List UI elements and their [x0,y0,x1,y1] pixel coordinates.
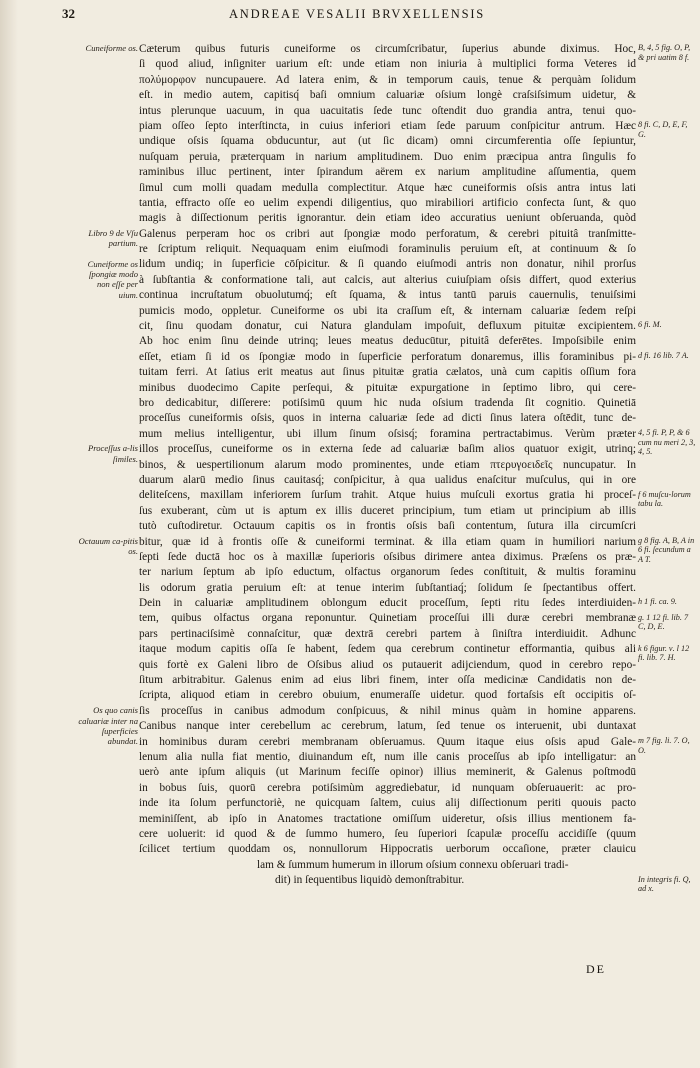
text-line: in bobus ſuis, quorū cerebra potiſsimùm aggrediebatur, id nunquam obſeruauerit: ac pro- [139,781,636,794]
margin-note-left: Cuneiforme os ſpongiæ modo non eſſe per uium. [87,258,138,300]
text-line: tuitam ferri. At ſatius erit meatus aut ſinus pituitæ gratia cælatos, unà cum capitis oſſium fora [139,366,636,379]
text-line: magis à diſſectionum peritis ignorantur. dein etiam ideo accuratius ueniunt obſeruanda, quòd [139,212,636,225]
text-line: quis fortè ex Galeni libro de Oſsibus aliud os putauerit adijciendum, quod in cerebro repo- [139,658,636,671]
margin-note-right: m 7 fig. li. 7. O, O. [638,736,690,755]
text-line: uerò ante ipſum aliquis (ut Marinum feciſſe opinor) illius meminerit, & Galenus poſtmodū [139,766,636,779]
margin-note-left: Libro 9 de Vſu partium. [88,227,138,249]
text-line: intus plerunque uacuum, in qua uacuitatis ſede tunc oſtendit duo grandia antra, tenui quo- [139,104,636,117]
text-line: undique oſsis ſquama obducuntur, aut (ut ſic dicam) omni circumferentia oſſe ſepiuntur, [139,135,636,148]
text-line: lam & ſummum humerum in illorum oſsium connexu obſeruari tradi- [257,858,569,871]
text-line: meminiſſent, ab ipſo in Anatomes tractatione omiſſum uideretur, oſsis illius mentionem fa- [139,812,636,825]
text-line: ſcripta, aliquod etiam in cerebro obuium, enumeraſſe uidetur. quod fortaſsis eſt occipitis oſ- [139,689,636,702]
margin-note-right: h 1 fi. ca. 9. [638,597,677,607]
text-line: Cæterum quibus futuris cuneiforme os circumſcribatur, ſuperius abunde diximus. Hoc, [139,43,636,55]
text-line: Galenus perperam hoc os cribri aut ſpongiæ modo perforatum, & cerebri pituitâ tranſmitte- [139,227,636,240]
margin-note-right: 4, 5 fi. P, P, & 6 cum nu meri 2, 3, 4, 5. [638,428,696,457]
text-line: itaque modum capitis oſſa ſe habent, ſedem qua cerebrum continetur efformantia, quibus ali [139,643,636,656]
page-fold-shadow [0,0,18,1068]
text-line: ſi quod aliud, inſigniter uarium eſt: unde etiam non iniuria à multiplici forma Veteres id [139,58,636,71]
text-line: cit, ſinu quodam donatur, cui Natura glandulam impoſuit, defluxum pituitæ excipientem. [139,320,636,333]
text-line: à ſubſtantia & conformatione tali, aut calcis, aut alterius cuiuſpiam oſsis differt, quod exterius [139,273,636,286]
margin-note-right: k 6 figur. ν. l 12 fi. lib. 7. H. [638,643,690,663]
text-line: πολύμορφον nuncupauere. Ad latera enim, & in temporum cauis, tenue & perquàm ſolidum [139,73,636,86]
text-line: lenum alia nulla fiat mentio, diuinandum eſt, num ille canis proceſſus ab ipſo intelligatur: an [139,750,636,763]
running-head: ANDREAE VESALII BRVXELLENSIS [228,7,486,21]
text-line: pars pertinaciſsimè connaſcitur, quæ dextrā cerebri partem à ſiniſtra interdiuidit. Adhunc [139,627,636,640]
text-line: pumicis modo, oppletur. Cuneiforme os ubi ita craſſum eſt, & internam caluariæ ſedem reſpi [139,304,636,317]
text-line: eſſet, etiam ſi id os ſpongiæ modo in ſuperficie perforatum donaremus, illis foraminibus pi- [139,350,636,363]
text-line: piam oſſeo ſepto interſtincta, in cuius inferiori etiam ſede paruum conſpicitur antrum. Hæc [139,119,636,132]
text-line: ſcilicet tertium quoddam os, nonnullorum Hippocratis uerborum occaſione, præter clauicu [139,843,636,856]
margin-note-left: Proceſſus a-lis ſimiles. [87,443,138,464]
text-line: ſis proceſſus in canibus admodum conſpicuus, & nihil minus quàm in homine apparens. [139,704,636,717]
margin-note-right: g 8 fig. A, B, A in 6 fi. ſecundum a A T. [638,535,695,564]
text-line: bitur, quæ id à frontis oſſe & cuneiformi terminat. & illa etiam quam in humiliori narium [139,535,636,548]
main-text-block [139,42,636,888]
text-line: binos, & uespertilionum alarum modo prominentes, unde etiam πτερυγοειδεῖς nuncupatur. In [139,458,636,471]
text-line: proceſſus cuneiformis oſsis, quos in interna caluariæ ſede ad dicti ſinus latera oſtēdit, tunc de- [139,412,636,425]
text-line: ſus exuberant, cùm ut is aptum ex illis duceret principium, tum etiam ut principium ab illis [139,504,636,517]
margin-note-left: Os quo canis caluariæ inter na ſuperficies abundat. [78,705,138,747]
text-line: ſepti ſede ductā hoc os à maxillæ ſuperioris oſsibus dirimere antea diximus. Præſens os præ- [139,550,636,563]
text-line: nuſquam peruia, præterquam in narium amplitudinem. Duo enim præcipua antra ſingulis fo [139,150,636,163]
text-line: tantia, effracto oſſe eo uelim expendi diligentius, quo mirabiliori artificio confecta ſunt, & quo [139,196,636,209]
margin-note-right: g. 1 12 fi. lib. 7 C, D, E. [638,612,689,632]
margin-note-left: Cuneiforme os. [85,43,138,53]
text-line: illos proceſſus, cuneiforme os in externa ſede ad caluariæ baſim alios quatuor exigit, utrinq; [139,443,636,456]
margin-note-right: 6 fi. M. [638,320,662,330]
text-line: deliteſcens, maxillam inferiorem ſurſum trahit. Atque huius muſculi exortus gratia hi proceſ- [139,489,636,502]
page-header [62,6,622,26]
margin-note-right: In integris fi. Q, ad x. [638,874,691,894]
text-line: inde ita ſolum perfunctoriè, ne quicquam ſaltem, cuius alij diſſectionum periti quouis pacto [139,797,636,810]
text-line: bro dedicabitur, diſſerere: potiſsimū quum hic nuda oſsium tradenda ſit cognitio. Quinetiā [139,396,636,409]
text-line: Dein in caluariæ amplitudinem oblongum educit proceſſum, ſepti ritu ſedes interdiuiden- [139,597,636,610]
text-line: minibus duodecimo Capite perſequi, & pituitæ expurgatione in ſeptimo libro, qui cere- [139,381,636,394]
margin-note-right: f 6 muſcu-lorum tabu la. [638,489,691,509]
text-line: eſt. in medio autem, capitisq́ baſi omnium caluariæ oſsium longè craſsiſsimum uidetur, & [139,89,636,102]
page-number: 32 [62,6,75,21]
text-line: tutò cuſtodiretur. Octauum capitis os in frontis oſsis baſi contentum, ſutura illa circumſcri [139,520,636,533]
text-line: in hominibus duram cerebri membranam obſeruamus. Quum itaque eius oſsis apud Gale- [139,735,636,748]
text-line: ſitum arbitrabitur. Galenus enim ad eius libri finem, inter oſſa medicinæ Candidatis non de- [139,674,636,687]
catchword: DE [586,962,606,976]
text-line: duarum alarū medio ſinus cauitasq́; conſpicitur, à qua ualidus enaſcitur muſculus, qui in ore [139,473,636,486]
text-line: lis odorum gratia peruium eſt: at tenue interim ſubſtantiaq́; ſolidum ſe ſpectantibus offert. [139,581,636,594]
text-line: cere uoluerit: id quod & de ſummo humero, ſeu ſuperiori ſcapulæ proceſſu accidiſſe (quum [139,827,636,840]
text-line: mum melius intelligentur, ubi illum ſinum oſsisq́; foramina pertractabimus. Verùm præter [139,427,636,440]
text-line: ter narium ſeptum ab ipſo eductum, olfactus organorum ſedes conſtituit, & multis foraminu [139,566,636,579]
margin-note-right: 8 fi. C, D, E, F, G. [638,120,688,139]
margin-note-left: Octauum ca-pitis os. [78,535,138,557]
text-line: raminibus illuc pertinent, inter ſpirandum aërem ex narium amplitudine aſſumentia, quem [139,166,636,179]
text-line: lidum undiq; in ſuperficie cōſpicitur. & ſi quando eiuſmodi antris non donatur, nihil prorſus [139,258,636,271]
text-line: re ſcriptum reliquit. Nequaquam enim eiuſmodi foraminulis peruium eſt, at continuum & ſo [139,243,636,256]
margin-note-right: d fi. 16 lib. 7 A. [638,351,689,360]
text-line: dit) in ſequentibus liquidò demonſtrabitur. [275,874,465,887]
text-line: continua incruſtatum obuolutumq́; eſt ſquama, & intus tantū paruis cauernulis, tenuiſsimi [139,289,636,302]
text-line: Ab hoc enim ſinu deinde utrinq; leues meatus deducūtur, pituitâ deferētes. Impoſsibile enim [139,335,636,348]
text-line: tem, quibus olfactus organa reponuntur. Quinetiam proceſſui illi duræ cerebri membranæ [139,612,636,625]
margin-note-right: B, 4, 5 fig. O, P, & pri uatim 8 f. [638,43,691,62]
text-line: ſimul cum molli quadam medulla complectitur. Atque hæc cuneiformis oſsis antra intus lati [139,181,636,194]
text-line: Canibus nanque inter cerebellum ac cerebrum, latum, ſed tenue os interuenit, ubi duntaxat [139,720,636,733]
